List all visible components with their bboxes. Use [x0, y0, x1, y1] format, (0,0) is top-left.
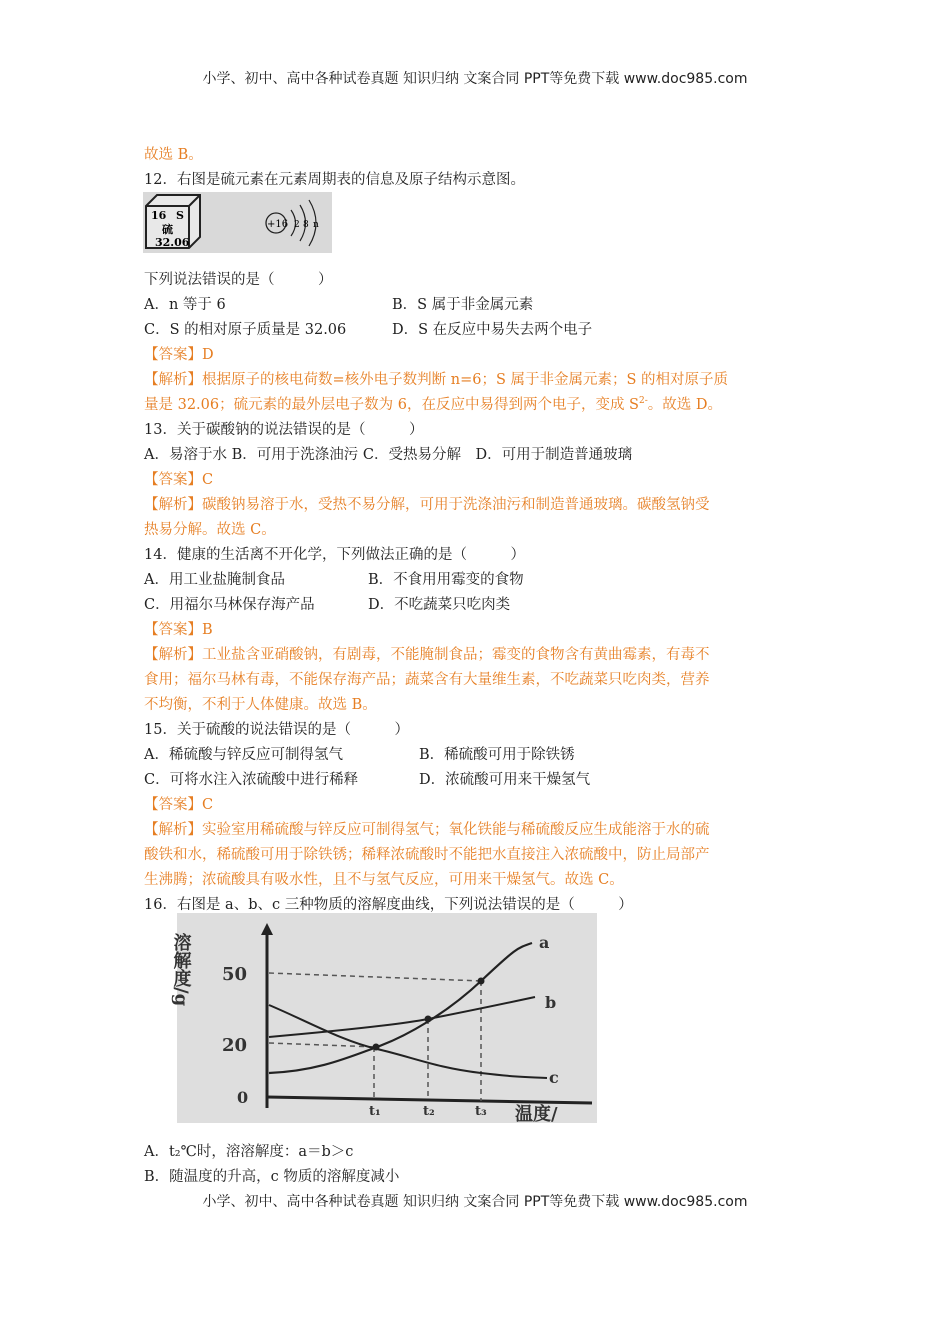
- y-tick-0: 0: [237, 1088, 249, 1107]
- q15-options-cd: [144, 768, 814, 793]
- block-q16-options: [144, 1140, 814, 1190]
- series-label-b: b: [545, 993, 557, 1012]
- q14-option-d: D．不吃蔬菜只吃肉类: [368, 597, 511, 613]
- q12-analysis-sup: 2-: [639, 396, 648, 407]
- element-number: 16: [151, 209, 167, 222]
- q12-answer: 【答案】D: [144, 347, 214, 363]
- shell-2: 8: [303, 220, 309, 230]
- q15-analysis-3: 生沸腾；浓硫酸具有吸水性，且不与氢气反应，可用来干燥氢气。故选 C。: [144, 872, 624, 888]
- sulfur-element-figure: [143, 192, 332, 253]
- q15-analysis-2: 酸铁和水，稀硫酸可用于除铁锈；稀释浓硫酸时不能把水直接注入浓硫酸中，防止局部产: [144, 847, 710, 863]
- q12-analysis-2: [144, 393, 814, 418]
- element-name: 硫: [162, 223, 173, 236]
- q14-stem: 14．健康的生活离不开化学，下列做法正确的是（ ）: [144, 547, 525, 563]
- q16-stem: 16．右图是 a、b、c 三种物质的溶解度曲线，下列说法错误的是（ ）: [144, 897, 633, 913]
- block-main: [144, 268, 814, 918]
- y-axis-label-text: 溶解度/g: [170, 933, 192, 1007]
- q12-option-a: A．n 等于 6: [144, 297, 226, 313]
- nucleus-charge: +16: [267, 219, 289, 230]
- shell-3: n: [313, 220, 319, 230]
- x-axis-label: 温度/: [515, 1104, 558, 1125]
- shell-1: 2: [294, 220, 300, 230]
- x-tick-t1: t₁: [369, 1104, 381, 1119]
- y-tick-50: 50: [222, 964, 248, 985]
- q16-option-a: A．t₂℃时，溶溶解度：a＝b＞c: [144, 1144, 354, 1160]
- x-tick-t2: t₂: [423, 1104, 435, 1119]
- page-footer: 小学、初中、高中各种试卷真题 知识归纳 文案合同 PPT等免费下载 www.doc985.com: [202, 1194, 748, 1210]
- q14-option-b: B．不食用用霉变的食物: [368, 572, 524, 588]
- q14-options-ab: [144, 568, 814, 593]
- series-label-c: c: [549, 1068, 559, 1087]
- q14-analysis-3: 不均衡，不利于人体健康。故选 B。: [144, 697, 377, 713]
- element-symbol: S: [176, 209, 184, 222]
- q13-answer: 【答案】C: [144, 472, 214, 488]
- q15-stem: 15．关于硫酸的说法错误的是（ ）: [144, 722, 409, 738]
- q15-option-b: B．稀硫酸可用于除铁锈: [419, 747, 575, 763]
- q13-stem: 13．关于碳酸钠的说法错误的是（ ）: [144, 422, 424, 438]
- q15-option-a: A．稀硫酸与锌反应可制得氢气: [144, 747, 343, 763]
- q12-stem: 12．右图是硫元素在元素周期表的信息及原子结构示意图。: [144, 172, 525, 188]
- x-tick-t3: t₃: [475, 1104, 487, 1119]
- q12-analysis-2b: 。故选 D。: [647, 397, 723, 413]
- q14-option-c: C．用福尔马林保存海产品: [144, 597, 315, 613]
- block-top: [144, 143, 814, 193]
- q13-analysis-2: 热易分解。故选 C。: [144, 522, 276, 538]
- q12-option-b: B．S 属于非金属元素: [392, 297, 534, 313]
- q12-option-c: C．S 的相对原子质量是 32.06: [144, 322, 347, 338]
- q12-prompt: 下列说法错误的是（ ）: [144, 272, 333, 288]
- q15-option-d: D．浓硫酸可用来干燥氢气: [419, 772, 591, 788]
- q15-option-c: C．可将水注入浓硫酸中进行稀释: [144, 772, 359, 788]
- series-label-a: a: [539, 933, 550, 952]
- q12-analysis-2a: 量是 32.06；硫元素的最外层电子数为 6，在反应中易得到两个电子，变成 S: [144, 397, 639, 413]
- solubility-chart: [170, 913, 597, 1125]
- element-mass: 32.06: [155, 236, 190, 249]
- q12-options-cd: [144, 318, 814, 343]
- q13-analysis-1: 【解析】碳酸钠易溶于水，受热不易分解，可用于洗涤油污和制造普通玻璃。碳酸氢钠受: [144, 497, 710, 513]
- prev-conclusion: 故选 B。: [144, 147, 203, 163]
- q15-analysis-1: 【解析】实验室用稀硫酸与锌反应可制得氢气；氧化铁能与稀硫酸反应生成能溶于水的硫: [144, 822, 710, 838]
- q12-options-ab: [144, 293, 814, 318]
- q14-analysis-1: 【解析】工业盐含亚硝酸钠，有剧毒，不能腌制食品；霉变的食物含有黄曲霉素，有毒不: [144, 647, 710, 663]
- q15-answer: 【答案】C: [144, 797, 214, 813]
- q12-option-d: D．S 在反应中易失去两个电子: [392, 322, 593, 338]
- q15-options-ab: [144, 743, 814, 768]
- q14-option-a: A．用工业盐腌制食品: [144, 572, 285, 588]
- y-tick-20: 20: [222, 1035, 248, 1056]
- q13-options: A．易溶于水 B．可用于洗涤油污 C．受热易分解 D．可用于制造普通玻璃: [144, 447, 633, 463]
- page-header: 小学、初中、高中各种试卷真题 知识归纳 文案合同 PPT等免费下载 www.doc985.com: [202, 71, 748, 87]
- q12-analysis-1: 【解析】根据原子的核电荷数=核外电子数判断 n=6；S 属于非金属元素；S 的相对原子质: [144, 372, 729, 388]
- q16-option-b: B．随温度的升高，c 物质的溶解度减小: [144, 1169, 400, 1185]
- q14-analysis-2: 食用；福尔马林有毒，不能保存海产品；蔬菜含有大量维生素，不吃蔬菜只吃肉类，营养: [144, 672, 710, 688]
- q14-answer: 【答案】B: [144, 622, 213, 638]
- q14-options-cd: [144, 593, 814, 618]
